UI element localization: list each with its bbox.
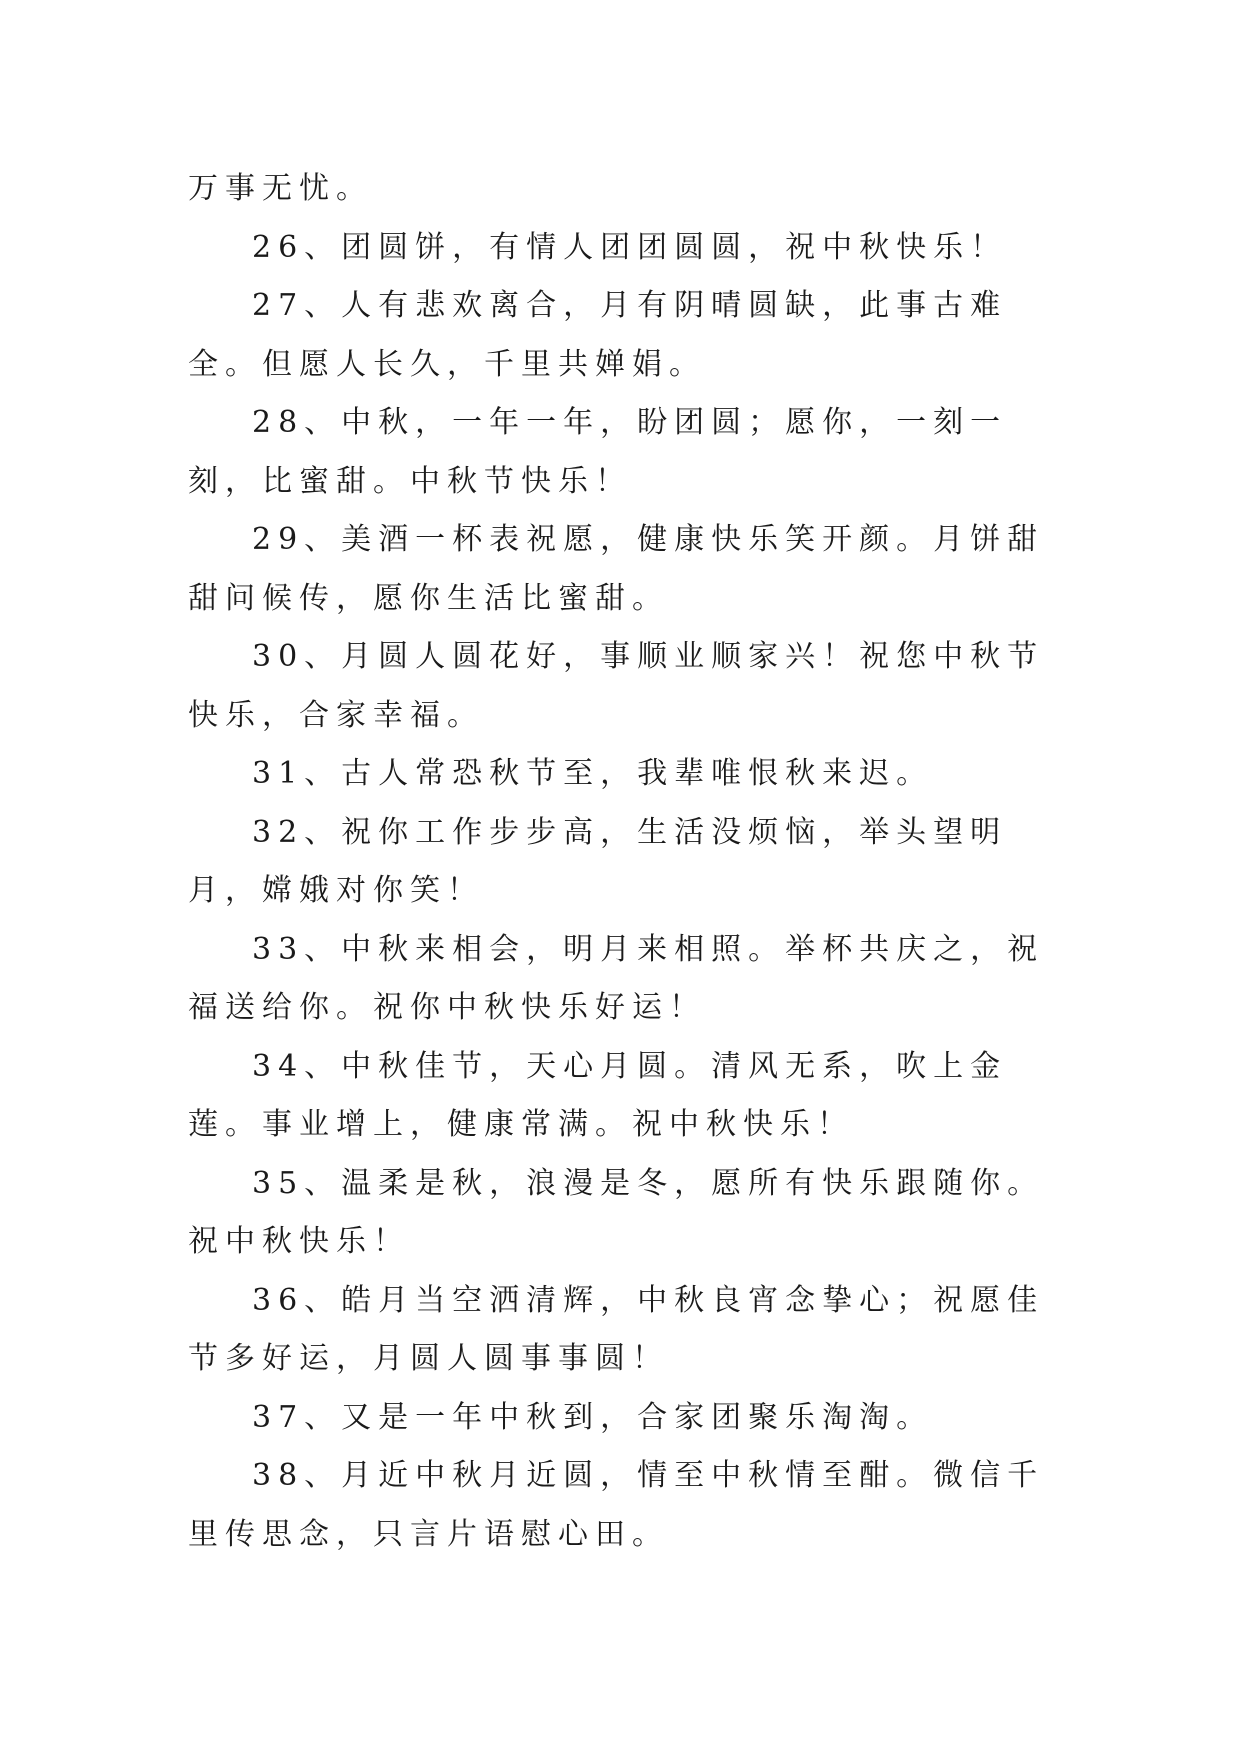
paragraph-31: 31、古人常恐秋节至，我辈唯恨秋来迟。	[252, 756, 934, 791]
paragraph-36: 36、皓月当空洒清辉，中秋良宵念挚心；祝愿佳节多好运，月圆人圆事事圆！	[188, 1282, 1045, 1376]
paragraph-continuation: 万事无忧。	[188, 171, 373, 206]
paragraph-26: 26、团圆饼，有情人团团圆圆，祝中秋快乐！	[252, 229, 1008, 265]
paragraph-35: 35、温柔是秋，浪漫是冬，愿所有快乐跟随你。祝中秋快乐！	[188, 1165, 1045, 1259]
paragraph-37: 37、又是一年中秋到，合家团聚乐淘淘。	[252, 1399, 934, 1435]
paragraph-27: 27、人有悲欢离合，月有阴晴圆缺，此事古难全。但愿人长久，千里共婵娟。	[188, 288, 1008, 382]
paragraph-30: 30、月圆人圆花好，事顺业顺家兴！祝您中秋节快乐，合家幸福。	[188, 639, 1045, 733]
paragraph-38: 38、月近中秋月近圆，情至中秋情至酣。微信千里传思念，只言片语慰心田。	[188, 1458, 1045, 1552]
paragraph-34: 34、中秋佳节，天心月圆。清风无系，吹上金莲。事业增上，健康常满。祝中秋快乐！	[188, 1048, 1008, 1142]
paragraph-28: 28、中秋，一年一年，盼团圆；愿你，一刻一刻，比蜜甜。中秋节快乐！	[188, 405, 1008, 499]
document-body	[188, 160, 1058, 1564]
paragraph-32: 32、祝你工作步步高，生活没烦恼，举头望明月，嫦娥对你笑！	[188, 814, 1008, 908]
paragraph-29: 29、美酒一杯表祝愿，健康快乐笑开颜。月饼甜甜问候传，愿你生活比蜜甜。	[188, 522, 1045, 616]
paragraph-33: 33、中秋来相会，明月来相照。举杯共庆之，祝福送给你。祝你中秋快乐好运！	[188, 931, 1045, 1025]
